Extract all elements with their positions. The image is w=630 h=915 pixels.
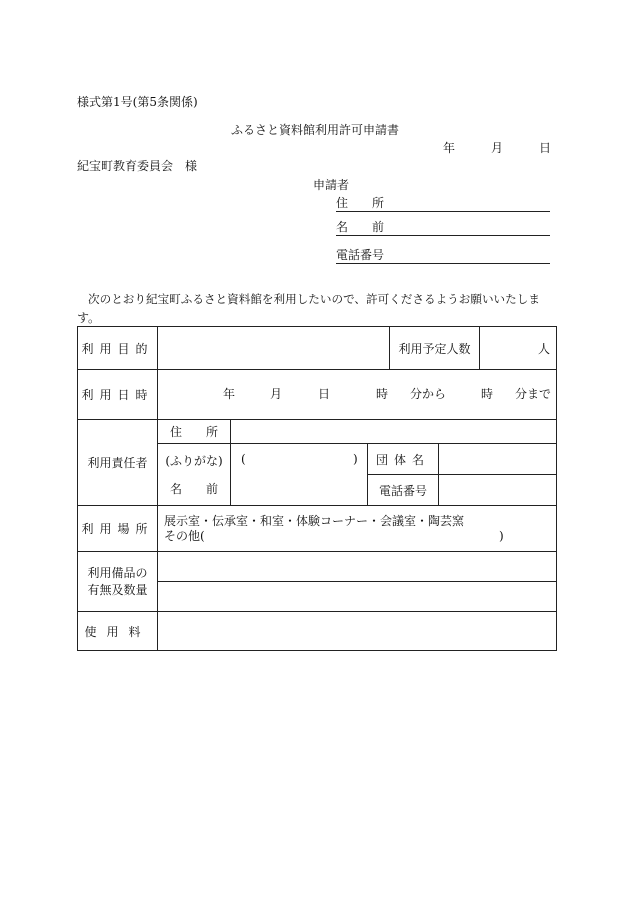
applicant-address-field[interactable]	[336, 196, 550, 212]
furigana-paren-close: )	[353, 452, 358, 466]
datetime-input[interactable]	[158, 370, 556, 419]
people-input[interactable]	[480, 327, 556, 369]
applicant-name-field[interactable]	[336, 220, 550, 236]
intro-line-1: 次のとおり紀宝町ふるさと資料館を利用したいので、許可くださるようお願いいたしま	[88, 292, 540, 306]
place-other-close: )	[499, 529, 504, 543]
resp-phone-label: 電話番号	[378, 483, 427, 498]
equipment-input-1[interactable]	[158, 552, 556, 581]
resp-address-input[interactable]	[231, 420, 556, 443]
dt-day: 日	[318, 387, 331, 401]
purpose-label: 利用目的	[81, 341, 154, 356]
purpose-input[interactable]	[158, 327, 389, 369]
people-unit: 人	[537, 341, 550, 356]
resp-address-label: 住 所	[169, 425, 218, 439]
applicant-heading: 申請者	[313, 178, 350, 192]
document-title: ふるさと資料館利用許可申請書	[231, 123, 400, 137]
place-label: 利用場所	[81, 522, 154, 536]
addressee: 紀宝町教育委員会 様	[77, 159, 198, 173]
dt-minute-to: 分まで	[515, 387, 552, 401]
intro-line-2: す。	[77, 311, 101, 325]
equipment-input-2[interactable]	[158, 582, 556, 611]
date-month: 月	[491, 141, 504, 155]
equipment-label	[78, 552, 157, 611]
date-day: 日	[539, 141, 552, 155]
furigana-label: (ふりがな)	[165, 453, 223, 468]
applicant-address-label: 住 所	[336, 196, 385, 210]
resp-phone-input[interactable]	[439, 475, 556, 505]
resp-name-input[interactable]	[231, 444, 367, 505]
dt-month: 月	[270, 387, 283, 401]
equipment-label-line2: 有無及数量	[87, 582, 148, 597]
applicant-name-label: 名 前	[336, 220, 385, 234]
application-table	[77, 326, 557, 651]
furigana-paren-open: (	[241, 452, 246, 466]
place-input[interactable]	[158, 506, 556, 551]
fee-input[interactable]	[158, 612, 556, 650]
applicant-phone-label: 電話番号	[336, 248, 385, 262]
people-label: 利用予定人数	[398, 341, 471, 356]
place-other: その他(	[164, 529, 205, 543]
date-year: 年	[443, 141, 456, 155]
place-options: 展示室・伝承室・和室・体験コーナー・会議室・陶芸窯	[164, 514, 465, 528]
dt-minute-from: 分から	[410, 387, 447, 401]
fee-label: 使用料	[84, 624, 151, 639]
datetime-label: 利用日時	[81, 388, 154, 402]
group-input[interactable]	[439, 444, 556, 474]
responsible-label: 利用責任者	[87, 456, 148, 470]
equipment-label-line1: 利用備品の	[87, 565, 148, 580]
dt-hour-from: 時	[376, 387, 389, 401]
dt-year: 年	[223, 387, 236, 401]
resp-name-label: 名 前	[169, 481, 218, 496]
form-number: 様式第1号(第5条関係)	[77, 95, 198, 109]
group-label: 団体名	[375, 452, 430, 467]
resp-name-label-cell	[158, 444, 230, 505]
applicant-phone-field[interactable]	[336, 248, 550, 264]
dt-hour-to: 時	[481, 387, 494, 401]
